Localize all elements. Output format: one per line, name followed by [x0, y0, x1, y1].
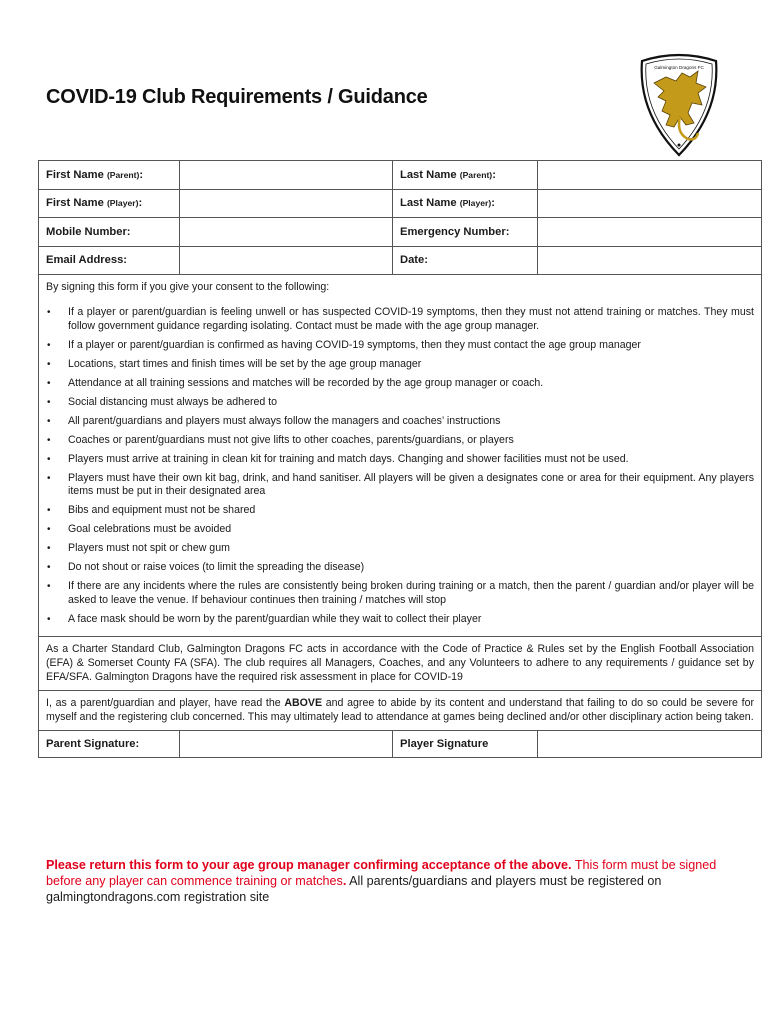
form-row-phones — [39, 218, 762, 247]
consent-rule-item: • If there are any incidents where the rules are consistently being broken during training or a match, then the parent / guardian and/or player will be asked to leave the venue. If behaviour continues then training / matches will stop — [46, 580, 754, 607]
email-address-field[interactable] — [180, 246, 393, 275]
consent-section — [39, 275, 762, 637]
return-instructions-red: This form must be signed before any player can commence training or matches — [46, 858, 717, 888]
consent-rule-item: • Attendance at all training sessions and matches will be recorded by the age group manager or coach. — [46, 377, 754, 391]
consent-rule-item: • Locations, start times and finish times will be set by the age group manager — [46, 358, 754, 372]
agreement-emphasis: ABOVE — [284, 696, 323, 709]
charter-statement: As a Charter Standard Club, Galmington Dragons FC acts in accordance with the Code of Practice & Rules set by the English Football Association (EFA) & Somerset County FA (SFA). The club requires all Managers, Coaches, and any Volunteers to adhere to any requirements / guidance set by EFA/SFA. Galmington Dragons have the required risk assessment in place for COVID-19 — [39, 636, 762, 690]
parent-signature-field[interactable] — [180, 730, 393, 757]
form-row-names-player — [39, 189, 762, 218]
form-row-email-date — [39, 246, 762, 275]
consent-intro: By signing this form if you give your consent to the following: — [46, 281, 330, 293]
last-name-parent-label: Last Name (Parent): — [393, 161, 538, 190]
emergency-number-field[interactable] — [538, 218, 762, 247]
first-name-parent-field[interactable] — [180, 161, 393, 190]
agreement-statement: I, as a parent/guardian and player, have read the ABOVE and agree to abide by its content and understand that failing to do so could be severe for myself and the registering club concerned. This may ultimately lead to attendance at games being declined and/or other disciplinary action being taken. — [39, 690, 762, 730]
agreement-row — [39, 690, 762, 730]
player-signature-label: Player Signature — [393, 730, 538, 757]
return-instructions-bold: Please return this form to your age group manager confirming acceptance of the above. — [46, 858, 572, 872]
consent-rule-item: • All parent/guardians and players must always follow the managers and coaches’ instructions — [46, 415, 754, 429]
consent-rule-item: • Do not shout or raise voices (to limit the spreading the disease) — [46, 561, 754, 575]
last-name-player-label: Last Name (Player): — [393, 189, 538, 218]
consent-rule-item: • Players must have their own kit bag, drink, and hand sanitiser. All players will be given a designates cone or area for their equipment. Any players items must be put in their designated area — [46, 472, 754, 499]
first-name-player-label: First Name (Player): — [39, 189, 180, 218]
registration-form — [38, 160, 762, 758]
consent-rule-item: • If a player or parent/guardian is feeling unwell or has suspected COVID-19 symptoms, then they must not attend training or matches. They must follow government guidance regarding isolating. Contact must be made with the age group manager. — [46, 306, 754, 333]
last-name-parent-field[interactable] — [538, 161, 762, 190]
charter-row — [39, 636, 762, 690]
consent-rule-item: • If a player or parent/guardian is confirmed as having COVID-19 symptoms, then they must contact the age group manager — [46, 339, 754, 353]
crest-text: Galmington Dragons FC — [654, 65, 704, 70]
parent-signature-label: Parent Signature: — [39, 730, 180, 757]
consent-rule-item: • Players must not spit or chew gum — [46, 542, 754, 556]
consent-rules-list — [46, 306, 754, 626]
club-crest-logo — [636, 53, 722, 159]
last-name-player-field[interactable] — [538, 189, 762, 218]
player-signature-field[interactable] — [538, 730, 762, 757]
mobile-number-label: Mobile Number: — [39, 218, 180, 247]
return-instructions: Please return this form to your age group manager confirming acceptance of the above. This form must be signed before any player can commence training or matches. All parents/guardians and players must be registered on galmingtondragons.com registration site — [46, 858, 717, 904]
consent-rule-item: • Social distancing must always be adhered to — [46, 396, 754, 410]
first-name-parent-label: First Name (Parent): — [39, 161, 180, 190]
consent-rule-item: • A face mask should be worn by the parent/guardian while they wait to collect their player — [46, 613, 754, 627]
emergency-number-label: Emergency Number: — [393, 218, 538, 247]
first-name-player-field[interactable] — [180, 189, 393, 218]
signature-row — [39, 730, 762, 757]
email-address-label: Email Address: — [39, 246, 180, 275]
return-instructions-registration: All parents/guardians and players must be registered on galmingtondragons.com registration site — [46, 874, 662, 904]
page-title: COVID-19 Club Requirements / Guidance — [46, 86, 428, 108]
date-field[interactable] — [538, 246, 762, 275]
form-row-names-parent — [39, 161, 762, 190]
consent-rule-item: • Goal celebrations must be avoided — [46, 523, 754, 537]
date-label: Date: — [393, 246, 538, 275]
consent-row — [39, 275, 762, 637]
consent-rule-item: • Coaches or parent/guardians must not give lifts to other coaches, parents/guardians, or players — [46, 434, 754, 448]
consent-rule-item: • Bibs and equipment must not be shared — [46, 504, 754, 518]
consent-rule-item: • Players must arrive at training in clean kit for training and match days. Changing and shower facilities must not be used. — [46, 453, 754, 467]
mobile-number-field[interactable] — [180, 218, 393, 247]
